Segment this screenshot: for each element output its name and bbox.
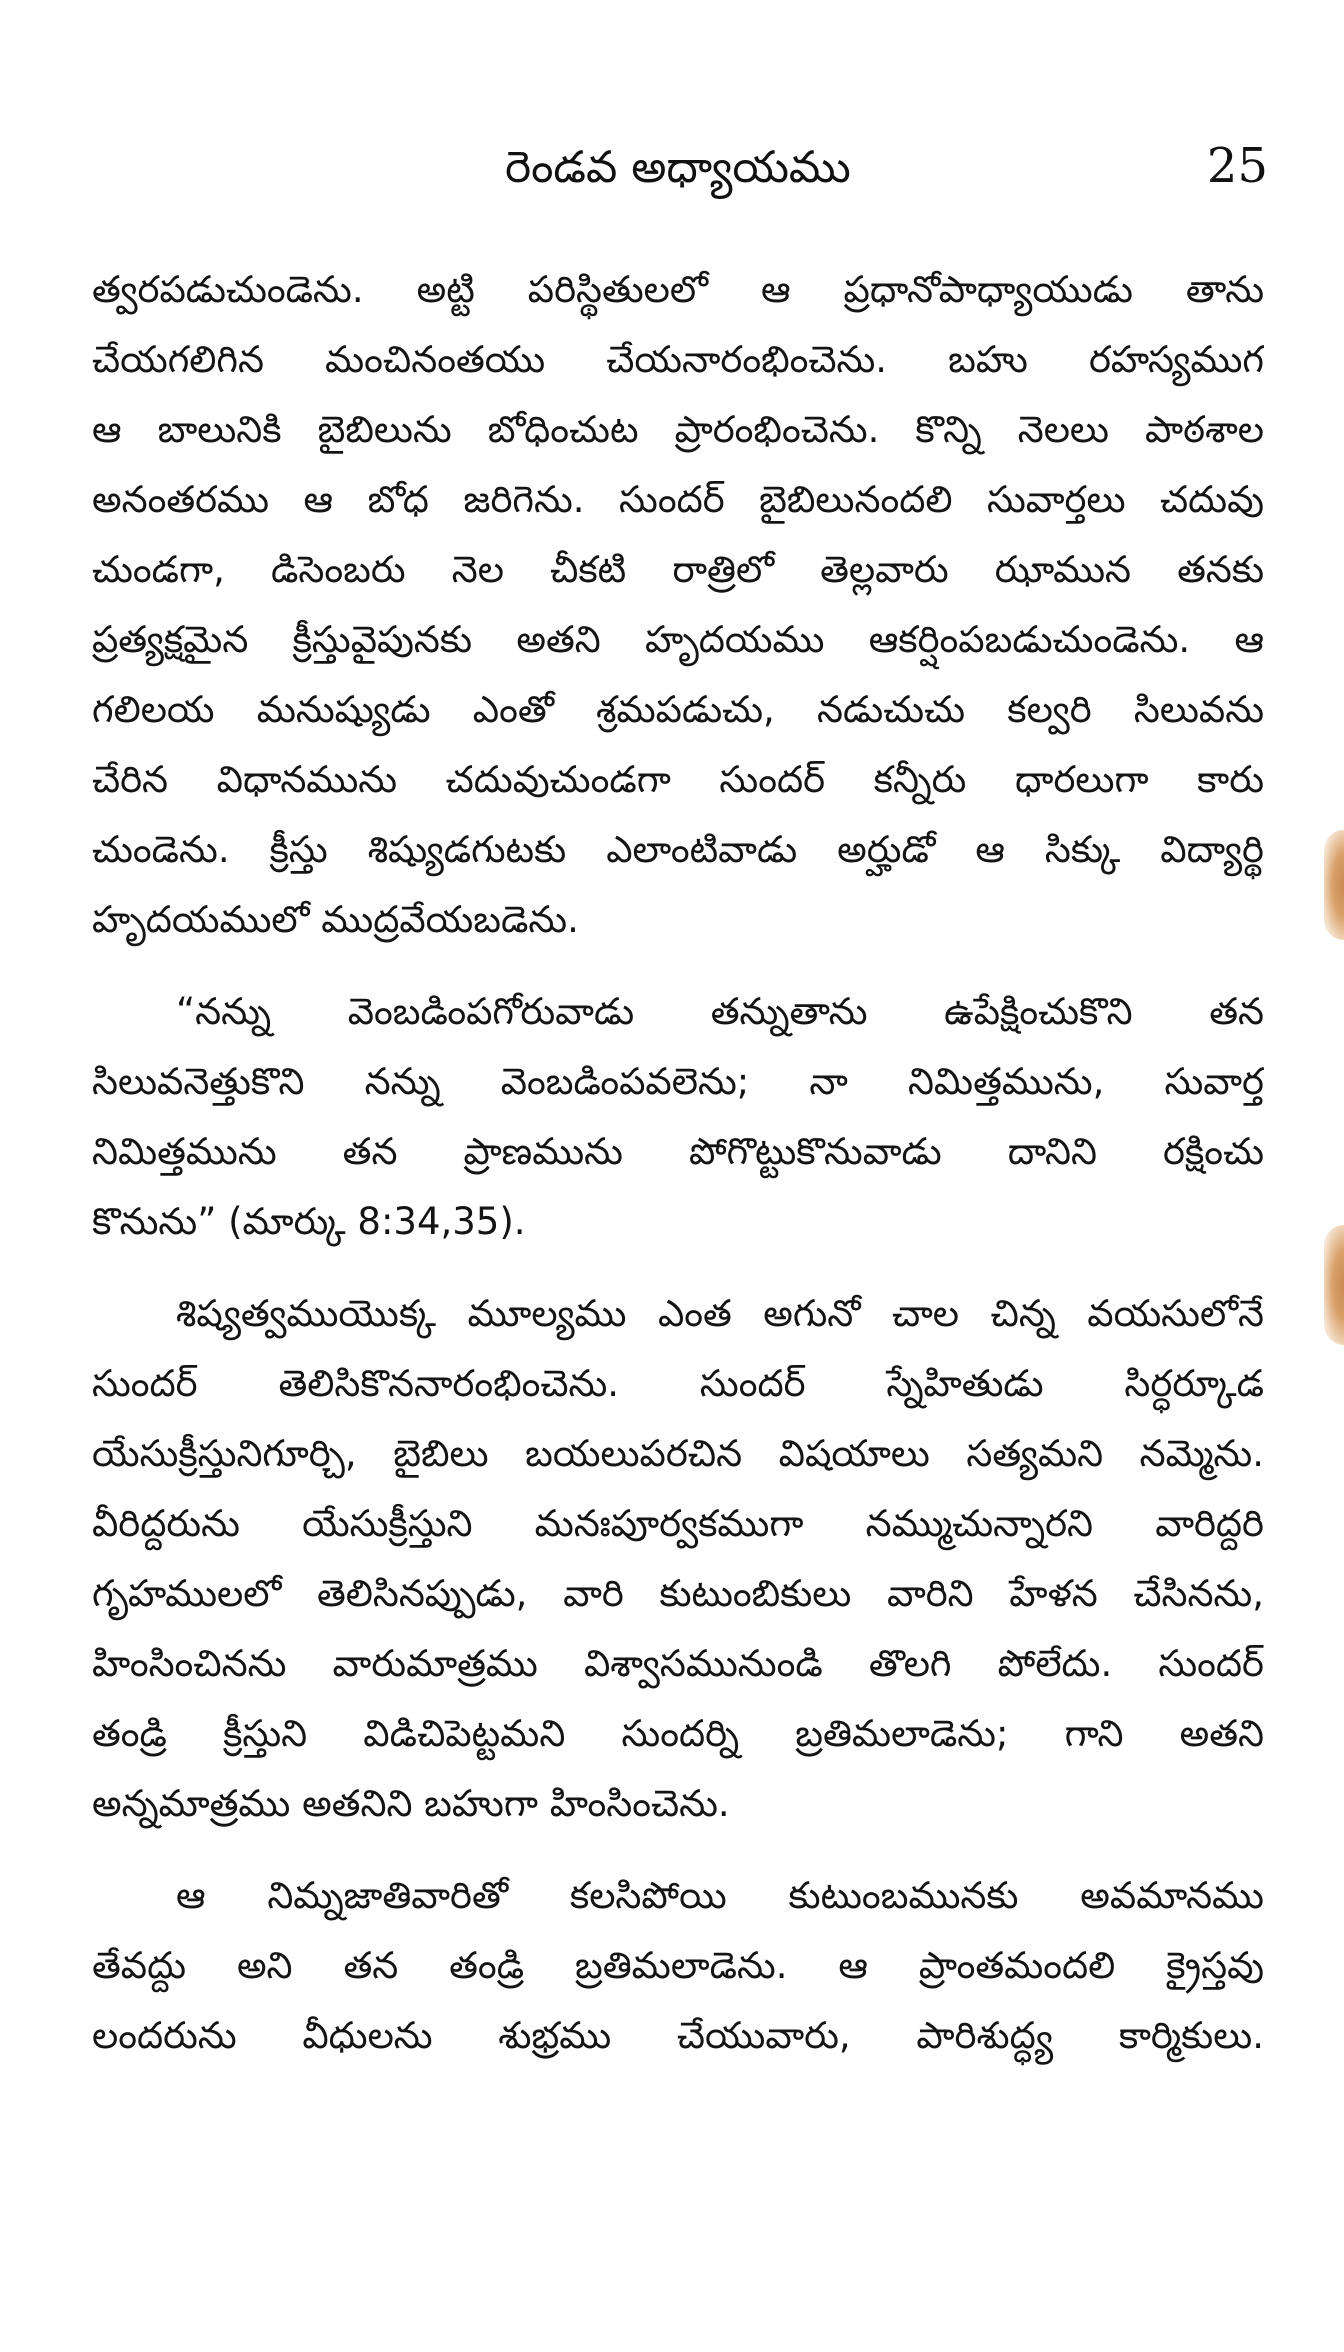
text-line: అన్నమాత్రము అతనిని బహుగా హింసించెను. [92,1782,730,1825]
text-line: అనంతరము ఆ బోధ జరిగెను. సుందర్ బైబిలునందలి సువార్తలు చదువు [92,478,1264,521]
text-line: త్వరపడుచుండెను. అట్టి పరిస్థితులలో ఆ ప్రధానోపాధ్యాయుడు తాను [92,268,1264,311]
chapter-title: రెండవ అధ్యాయము [505,142,851,193]
text-line: గలిలయ మనుష్యుడు ఎంతో శ్రమపడుచు, నడుచుచు కల్వరి సిలువను [92,688,1264,731]
paragraph-3 [92,1279,1264,1839]
text-line: యేసుక్రీస్తునిగూర్చి, బైబిలు బయలుపరచిన విషయాలు సత్యమని నమ్మెను. [92,1432,1264,1475]
text-line: హింసించినను వారుమాత్రము విశ్వాసమునుండి తొలగి పోలేదు. సుందర్ [92,1642,1264,1685]
page-edge-shadow [1324,1225,1344,1345]
paragraph-1 [92,255,1264,955]
page-edge-shadow [1324,830,1344,940]
page-number: 25 [1206,138,1268,194]
text-line: ఆ బాలునికి బైబిలును బోధించుట ప్రారంభించెను. కొన్ని నెలలు పాఠశాల [92,408,1264,451]
paragraph-4 [92,1861,1264,2071]
text-line: గృహములలో తెలిసినప్పుడు, వారి కుటుంబికులు వారిని హేళన చేసినను, [92,1572,1264,1615]
text-line: చుండగా, డిసెంబరు నెల చీకటి రాత్రిలో తెల్లవారు ఝామున తనకు [92,548,1264,591]
text-line: చేరిన విధానమును చదువుచుండగా సుందర్ కన్నీరు ధారలుగా కారు [92,758,1264,801]
text-line: లందరును వీధులను శుభ్రము చేయువారు, పారిశుద్ధ్య కార్మికులు. [92,2014,1264,2057]
body-text [92,255,1264,2071]
text-line: “నన్ను వెంబడింపగోరువాడు తన్నుతాను ఉపేక్షించుకొని తన [176,990,1264,1033]
text-line: సిలువనెత్తుకొని నన్ను వెంబడింపవలెను; నా నిమిత్తమును, సువార్త [92,1060,1264,1103]
text-line: చేయగలిగిన మంచినంతయు చేయనారంభించెను. బహు రహస్యముగ [92,338,1264,381]
text-line: చుండెను. క్రీస్తు శిష్యుడగుటకు ఎలాంటివాడు అర్హుడో ఆ సిక్కు విద్యార్థి [92,828,1264,871]
text-line: శిష్యత్వముయొక్క మూల్యము ఎంత అగునో చాల చిన్న వయసులోనే [176,1292,1264,1335]
text-line: నిమిత్తమును తన ప్రాణమును పోగొట్టుకొనువాడు దానిని రక్షించు [92,1130,1264,1173]
text-line: ఆ నిమ్నజాతివారితో కలసిపోయి కుటుంబమునకు అవమానము [176,1874,1264,1917]
text-line: హృదయములో ముద్రవేయబడెను. [92,898,579,941]
text-line: వీరిద్దరును యేసుక్రీస్తుని మనఃపూర్వకముగా నమ్ముచున్నారని వారిద్దరి [92,1502,1264,1545]
text-line: కొనును” (మార్కు 8:34,35). [92,1200,526,1243]
text-line: ప్రత్యక్షమైన క్రీస్తువైపునకు అతని హృదయము ఆకర్షింపబడుచుండెను. ఆ [92,618,1264,661]
text-line: తండ్రి క్రీస్తుని విడిచిపెట్టమని సుందర్ని బ్రతిమలాడెను; గాని అతని [92,1712,1264,1755]
text-line: తేవద్దు అని తన తండ్రి బ్రతిమలాడెను. ఆ ప్రాంతమందలి క్రైస్తవు [92,1944,1264,1987]
quote-paragraph [92,977,1264,1257]
running-head [0,138,1344,208]
text-line: సుందర్ తెలిసికొననారంభించెను. సుందర్ స్నేహితుడు సిర్ధర్కూడ [92,1362,1264,1405]
